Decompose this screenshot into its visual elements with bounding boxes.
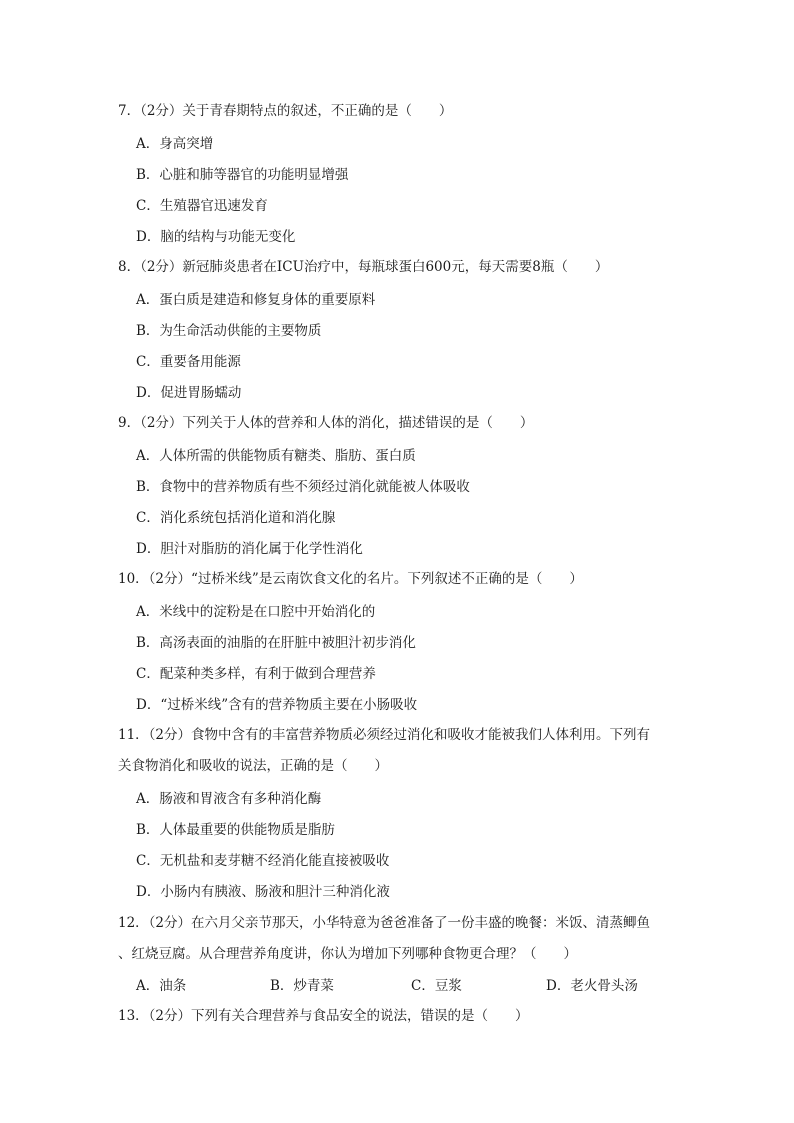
question-stem-line-1: 11．（2分）食物中含有的丰富营养物质必须经过消化和吸收才能被我们人体利用。下列有: [118, 727, 651, 743]
question-stem-line-2: 、红烧豆腐。从合理营养角度讲，你认为增加下列哪种食物更合理？（ ）: [118, 946, 577, 962]
question-stem: 7．（2分）关于青春期特点的叙述，不正确的是（ ）: [118, 103, 453, 119]
option-a: A．米线中的淀粉是在口腔中开始消化的: [136, 604, 376, 620]
question-7: [118, 96, 678, 127]
option-c: C．消化系统包括消化道和消化腺: [136, 510, 336, 526]
option-d: D．老火骨头汤: [546, 978, 638, 994]
option-b: B．高汤表面的油脂的在肝脏中被胆汁初步消化: [136, 635, 416, 651]
option-b: B．人体最重要的供能物质是脂肪: [136, 822, 335, 838]
question-stem: 8．（2分）新冠肺炎患者在ICU治疗中，每瓶球蛋白600元，每天需要8瓶（ ）: [118, 259, 609, 275]
option-b: B．为生命活动供能的主要物质: [136, 323, 322, 339]
option-c: C．生殖器官迅速发育: [136, 198, 268, 214]
option-a: A．油条: [136, 978, 187, 994]
option-a: A．身高突增: [136, 136, 214, 152]
question-10: [118, 564, 678, 595]
question-stem: 9．（2分）下列关于人体的营养和人体的消化，描述错误的是（ ）: [118, 415, 534, 431]
question-8: [118, 252, 678, 283]
question-stem: 13．（2分）下列有关合理营养与食品安全的说法，错误的是（ ）: [118, 1008, 529, 1024]
option-c: C．豆浆: [411, 978, 462, 994]
option-c: C．配菜种类多样，有利于做到合理营养: [136, 666, 376, 682]
question-11: [118, 720, 678, 782]
option-c: C．重要备用能源: [136, 354, 241, 370]
question-stem-line-2: 关食物消化和吸收的说法，正确的是（ ）: [118, 758, 388, 774]
option-b: B．炒青菜: [270, 978, 334, 994]
option-c: C．无机盐和麦芽糖不经消化能直接被吸收: [136, 853, 390, 869]
option-b: B．心脏和肺等器官的功能明显增强: [136, 167, 349, 183]
question-12: [118, 908, 678, 970]
question-stem: 10．（2分）“过桥米线”是云南饮食文化的名片。下列叙述不正确的是（ ）: [118, 571, 583, 587]
option-a: A．蛋白质是建造和修复身体的重要原料: [136, 292, 376, 308]
option-d: D．促进胃肠蠕动: [136, 385, 242, 401]
option-d: D．“过桥米线”含有的营养物质主要在小肠吸收: [136, 697, 418, 713]
question-stem-line-1: 12．（2分）在六月父亲节那天，小华特意为爸爸准备了一份丰盛的晚餐：米饭、清蒸鲫鱼: [118, 915, 651, 931]
option-d: D．小肠内有胰液、肠液和胆汁三种消化液: [136, 884, 390, 900]
option-a: A．肠液和胃液含有多种消化酶: [136, 791, 322, 807]
option-d: D．脑的结构与功能无变化: [136, 229, 296, 245]
option-d: D．胆汁对脂肪的消化属于化学性消化: [136, 541, 363, 557]
question-9: [118, 408, 678, 439]
question-13: [118, 1001, 678, 1032]
option-a: A．人体所需的供能物质有糖类、脂肪、蛋白质: [136, 448, 416, 464]
option-b: B．食物中的营养物质有些不须经过消化就能被人体吸收: [136, 479, 470, 495]
